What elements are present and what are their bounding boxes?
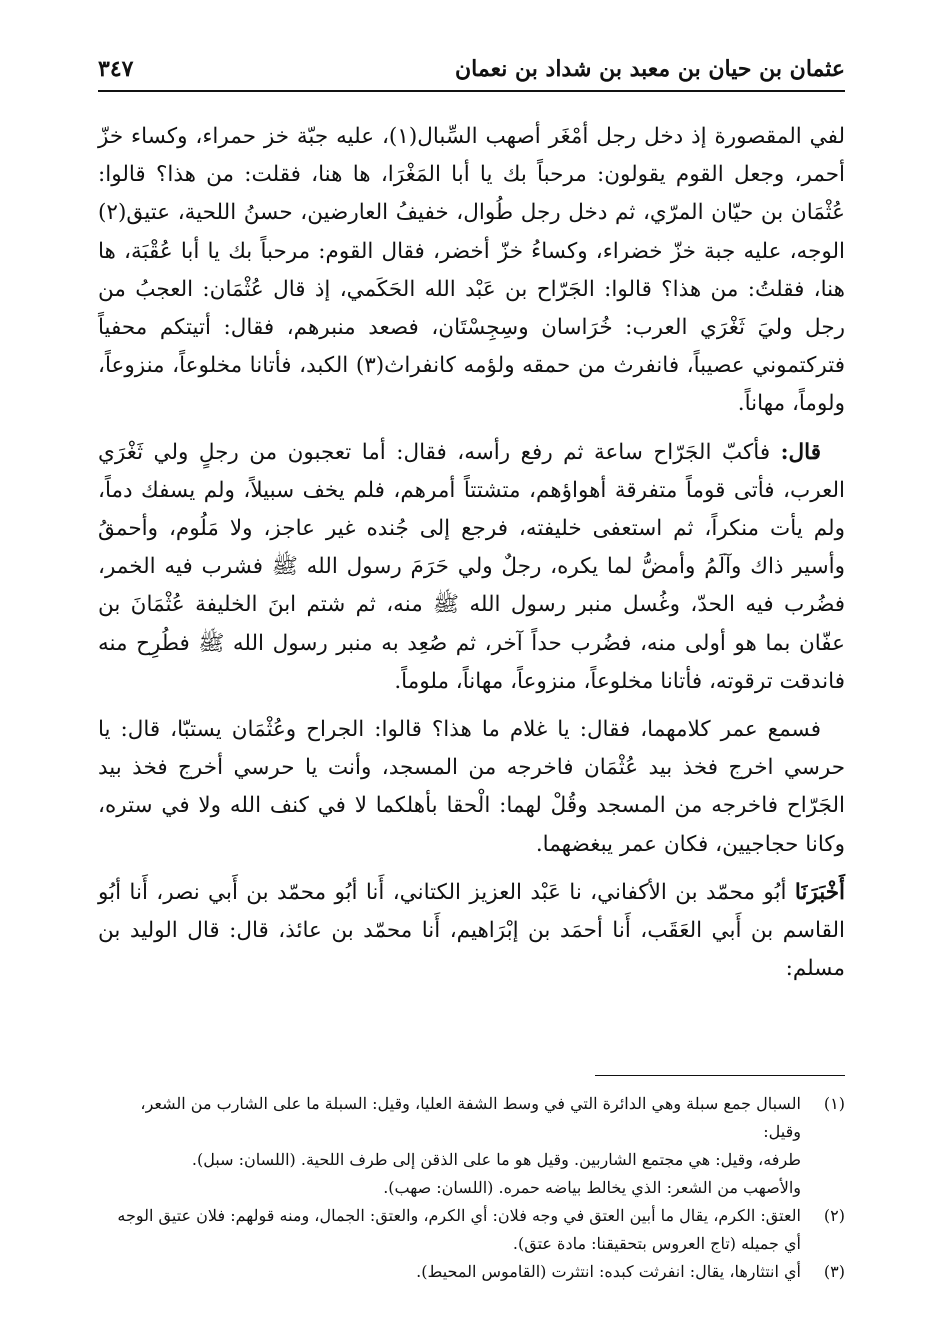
- footnote-line: والأصهب من الشعر: الذي يخالط بياضه حمره. (اللسان: صهب).: [383, 1178, 801, 1197]
- footnote-number: (١): [823, 1094, 845, 1113]
- page-header: [98, 56, 845, 92]
- footnote-divider: [595, 1075, 845, 1076]
- footnote-line: العتق: الكرم، يقال ما أبين العتق في وجه فلان: أي الكرم، والعتق: الجمال، ومنه قولهم: فلان عتيق الوجه: [117, 1206, 801, 1225]
- page-number: ٣٤٧: [98, 56, 134, 82]
- footnote: [98, 1090, 845, 1202]
- footnote-line: أي انتثارها، يقال: انفرثت كبده: انتثرت (القاموس المحيط).: [416, 1262, 801, 1281]
- main-text: [98, 118, 845, 998]
- paragraph: [98, 434, 845, 701]
- paragraph-text: لفي المقصورة إذ دخل رجل أمْغَر أصهب السِّبال(١)، عليه جبّة خز حمراء، وكساء خزّ أحمر، وجعل القوم يقولون: مرحباً بك يا أبا المَغْرَا، ها هنا، فقلت: من هذا؟ قالوا: عُثْمَان بن حيّان المرّي، ثم دخل رجل طُوال، خفيفُ العارضين، حسنُ اللحية، عتيق(٢) الوجه، عليه جبة خزّ خضراء، وكساءُ خزّ أخضر، فقال القوم: مرحباً بك يا أبا عُقْبَة، ها هنا، فقلتُ: من هذا؟ قالوا: الجَرّاح بن عَبْد الله الحَكَمي، إذ قال عُثْمَان: العجبُ من رجل وليَ ثَغْرَي العرب: خُرَاسان وسِجِسْتَان، فصعد منبرهم، فقال: أتيتكم محفياً فتركتموني عصيباً، فانفرث من حمقه ولؤمه كانفراث(٣) الكبد، فأتانا مخلوعاً، منزوعاً، ولوماً، مهاناً.: [98, 124, 845, 417]
- running-title: عثمان بن حيان بن معبد بن شداد بن نعمان: [455, 56, 845, 82]
- paragraph-lead: قال:: [780, 439, 821, 465]
- footnote: [98, 1258, 845, 1286]
- footnote-line: طرفه، وقيل: هي مجتمع الشاربين. وقيل هو ما على الذقن إلى طرف اللحية. (اللسان: سبل).: [191, 1150, 801, 1169]
- footnotes: [98, 1090, 845, 1286]
- paragraph-text: فسمع عمر كلامهما، فقال: يا غلام ما هذا؟ قالوا: الجراح وعُثْمَان يستبّا، قال: يا حرسي اخرج فخذ بيد عُثْمَان فاخرجه من المسجد، وأنت يا حرسي أخرج فخذ بيد الجَرّاح فاخرجه من المسجد وقُلْ لهما: الْحقا بأهلكما لا في كنف الله ولا في ستره، وكانا حجاجيين، فكان عمر يبغضهما.: [98, 717, 845, 857]
- paragraph-text: أبُو محمّد بن الأكفاني، نا عَبْد العزيز الكتاني، أَنا أبُو محمّد بن أَبي نصر، أَنا أبُو القاسم بن أَبي العَقَب، أَنا أحمَد بن إبْرَاهيم، أَنا محمّد بن عائذ، قال: قال الوليد بن مسلم:: [98, 879, 845, 982]
- paragraph-text: فأكبّ الجَرّاح ساعة ثم رفع رأسه، فقال: أما تعجبون من رجلٍ ولي ثَغْرَي العرب، فأتى قوماً متفرقة أهواؤهم، متشتتاً أمرهم، فلم يخف سبيلاً، ولم يسفك دماً، ولم يأت منكراً، ثم استعفى خليفته، فرجع إلى جُنده غير عاجز، ولا مَلُوم، وأحمقُ وأسير ذاك وآلَمُ وأمضُّ لما يكره، رجلٌ ولي حَرَمَ رسول الله ﷺ فشرب فيه الخمر، فضُرب فيه الحدّ، وغُسل منبر رسول الله ﷺ منه، ثم شتم ابنَ الخليفة عُثْمَانَ بن عفّان بما هو أولى منه، فضُرب حداً آخر، ثم صُعِد به منبر رسول الله ﷺ فطُرِح منه فاندقت ترقوته، فأتانا مخلوعاً، منزوعاً، مهاناً، ملوماً.: [98, 439, 845, 694]
- paragraph: [98, 711, 845, 864]
- footnote: [98, 1202, 845, 1258]
- paragraph-lead: أَخْبَرَنَا: [794, 879, 845, 905]
- footnote-line: أي جميله (تاج العروس بتحقيقنا: مادة عتق).: [512, 1234, 801, 1253]
- footnote-line: السبال جمع سبلة وهي الدائرة التي في وسط الشفة العليا، وقيل: السبلة ما على الشارب من الشعر، وقيل:: [140, 1094, 801, 1141]
- footnote-number: (٣): [823, 1262, 845, 1281]
- footnote-number: (٢): [823, 1206, 845, 1225]
- paragraph: [98, 118, 845, 424]
- paragraph: [98, 874, 845, 989]
